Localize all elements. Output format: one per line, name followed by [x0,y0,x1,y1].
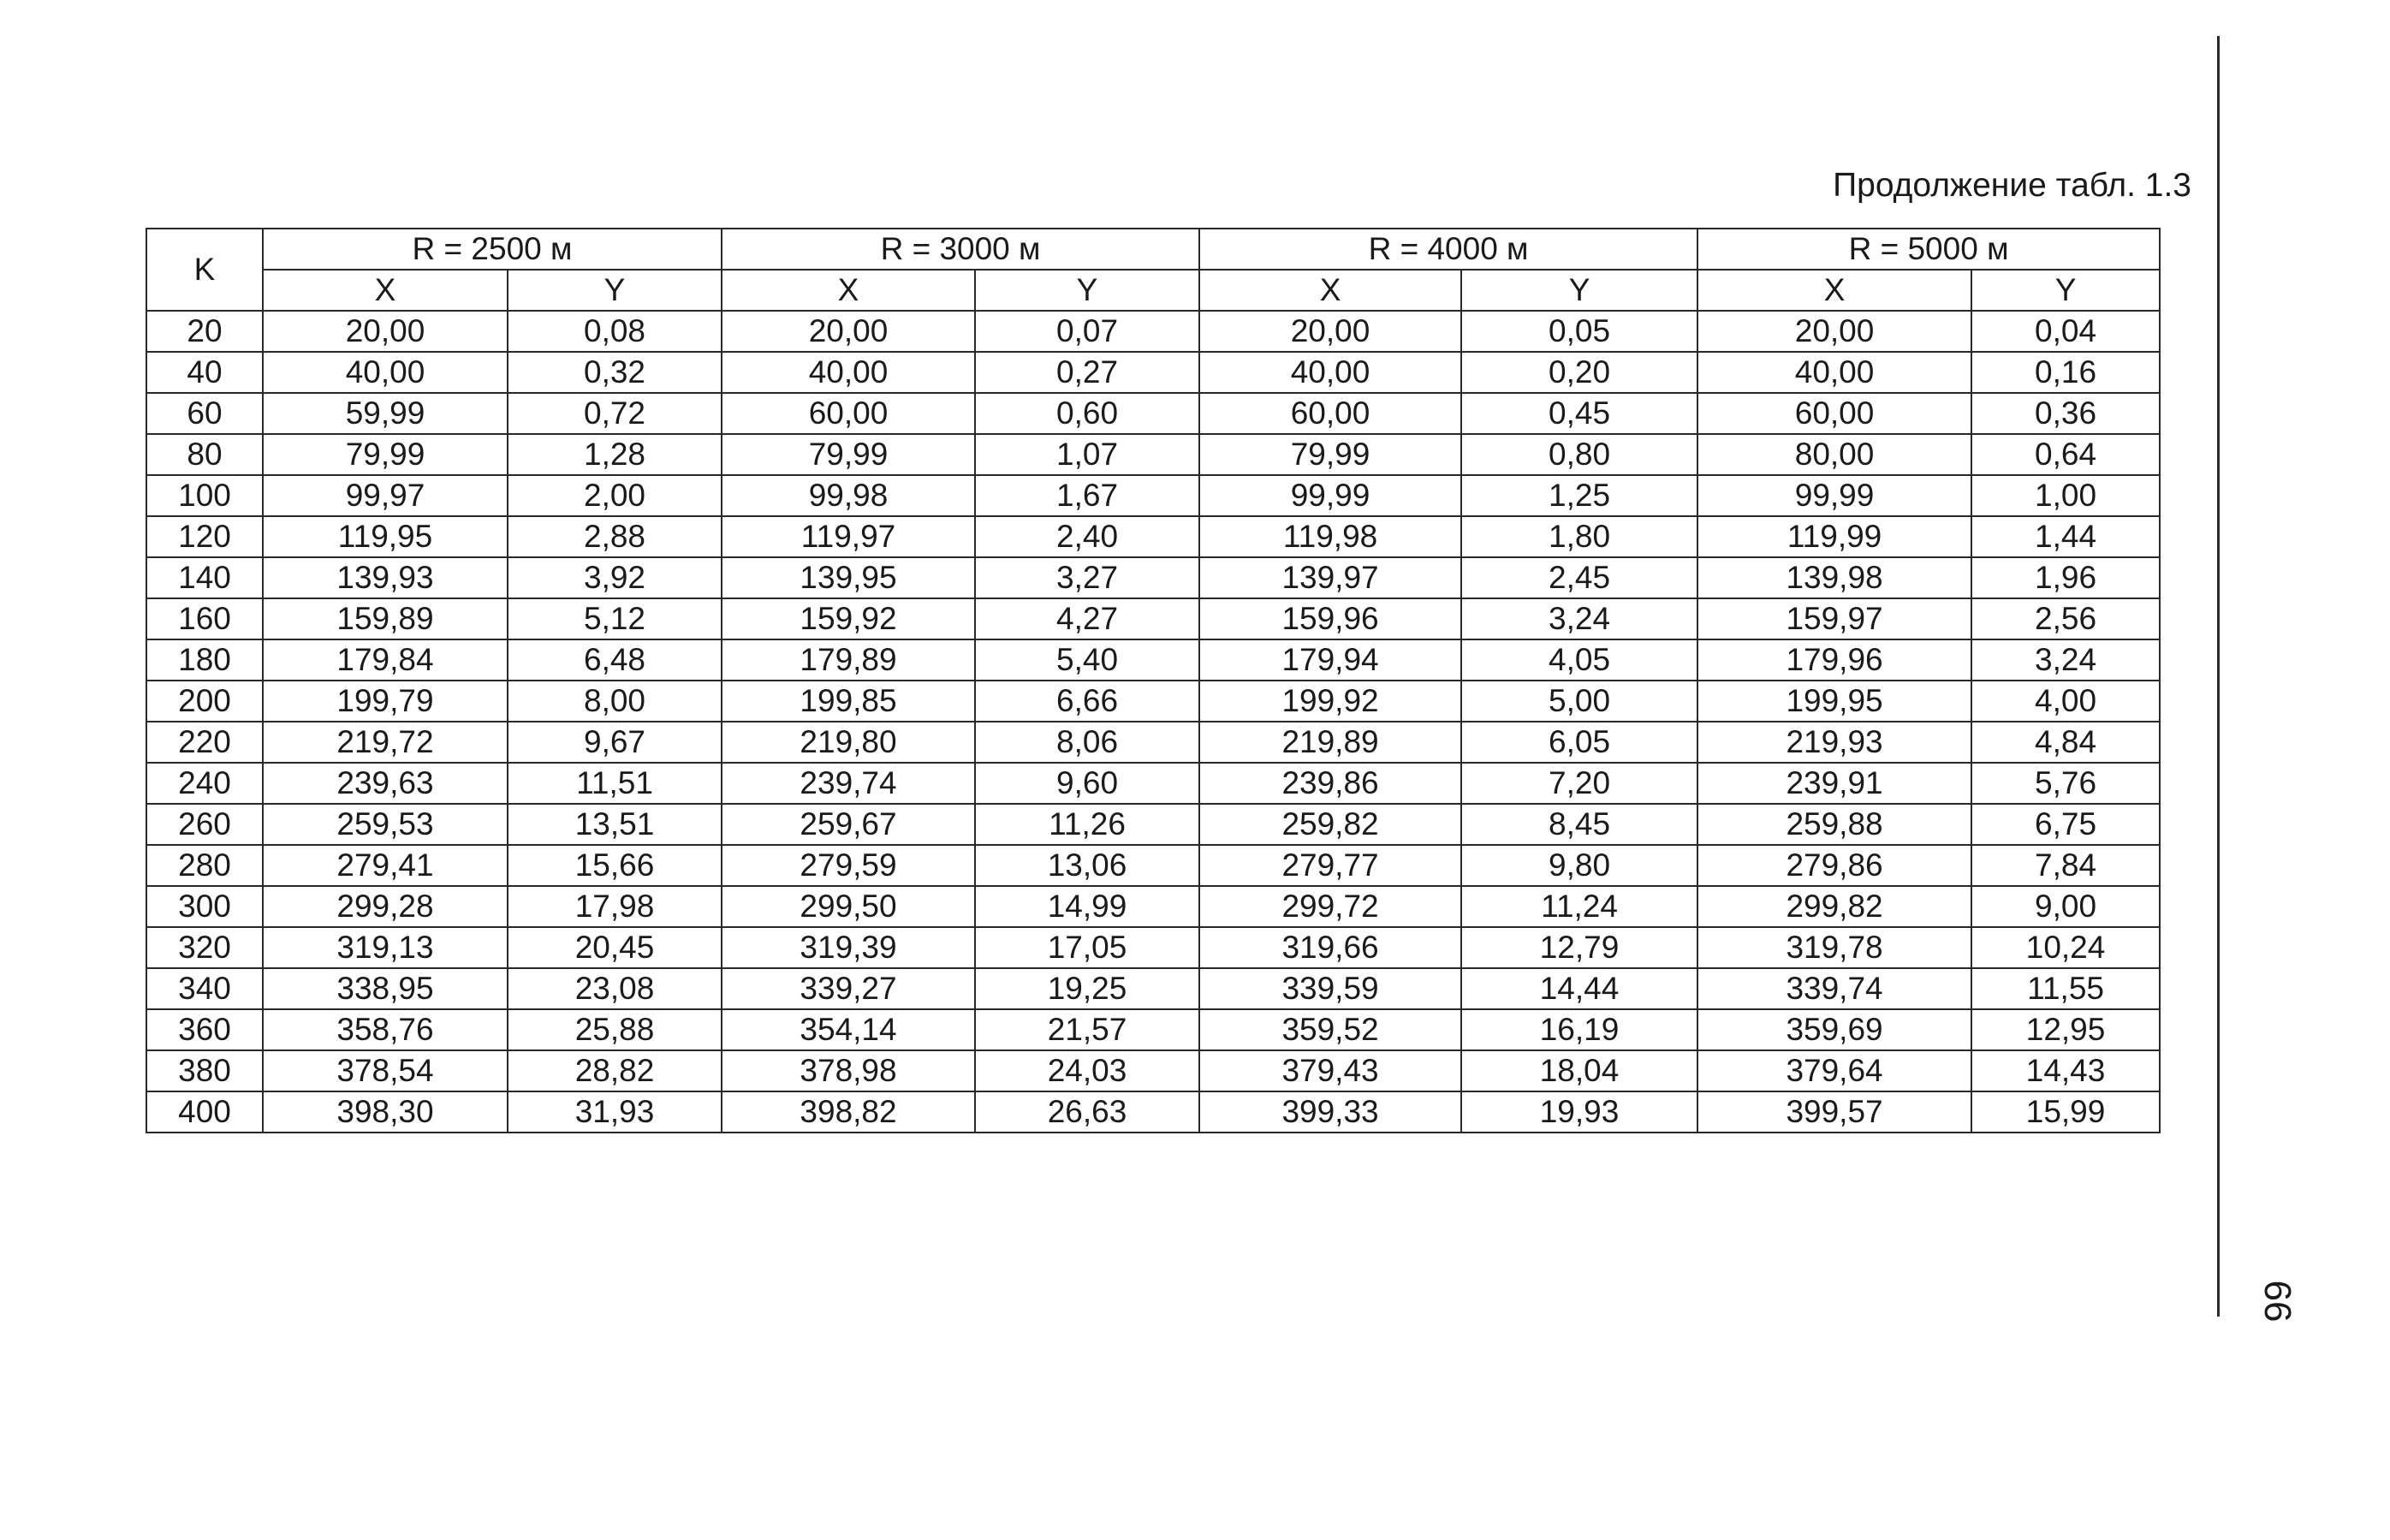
cell-x-4000: 99,99 [1199,475,1461,516]
cell-y-2500: 0,32 [508,352,722,393]
cell-k: 380 [146,1050,263,1091]
cell-y-5000: 12,95 [1971,1009,2160,1050]
cell-y-4000: 11,24 [1461,886,1697,927]
cell-x-4000: 259,82 [1199,804,1461,845]
cell-y-3000: 14,99 [975,886,1199,927]
cell-y-4000: 0,45 [1461,393,1697,434]
cell-y-4000: 9,80 [1461,845,1697,886]
cell-x-5000: 40,00 [1697,352,1971,393]
cell-y-5000: 6,75 [1971,804,2160,845]
table-row [146,1050,2160,1091]
cell-y-4000: 18,04 [1461,1050,1697,1091]
cell-y-4000: 0,80 [1461,434,1697,475]
cell-x-3000: 279,59 [722,845,975,886]
cell-x-3000: 378,98 [722,1050,975,1091]
cell-k: 300 [146,886,263,927]
cell-k: 20 [146,311,263,352]
cell-k: 120 [146,516,263,557]
cell-x-2500: 199,79 [263,681,508,722]
header-x-4000: X [1199,270,1461,311]
cell-x-3000: 20,00 [722,311,975,352]
cell-k: 160 [146,598,263,639]
cell-y-4000: 0,05 [1461,311,1697,352]
cell-y-5000: 15,99 [1971,1091,2160,1133]
cell-x-5000: 279,86 [1697,845,1971,886]
cell-x-4000: 179,94 [1199,639,1461,681]
cell-x-4000: 399,33 [1199,1091,1461,1133]
cell-x-4000: 239,86 [1199,763,1461,804]
cell-x-3000: 179,89 [722,639,975,681]
table-row [146,639,2160,681]
cell-x-3000: 159,92 [722,598,975,639]
cell-y-5000: 0,36 [1971,393,2160,434]
cell-y-3000: 6,66 [975,681,1199,722]
table-caption: Продолжение табл. 1.3 [1833,167,2191,204]
header-y-5000: Y [1971,270,2160,311]
cell-k: 360 [146,1009,263,1050]
cell-k: 260 [146,804,263,845]
cell-x-3000: 259,67 [722,804,975,845]
cell-x-3000: 219,80 [722,722,975,763]
cell-k: 100 [146,475,263,516]
cell-y-4000: 12,79 [1461,927,1697,968]
cell-y-2500: 31,93 [508,1091,722,1133]
table-row [146,845,2160,886]
cell-x-4000: 219,89 [1199,722,1461,763]
table-row [146,681,2160,722]
cell-x-3000: 60,00 [722,393,975,434]
cell-k: 280 [146,845,263,886]
table-header [146,229,2160,311]
cell-x-4000: 379,43 [1199,1050,1461,1091]
cell-y-2500: 9,67 [508,722,722,763]
table-row [146,968,2160,1009]
cell-y-4000: 7,20 [1461,763,1697,804]
cell-x-5000: 20,00 [1697,311,1971,352]
cell-x-2500: 219,72 [263,722,508,763]
cell-y-4000: 0,20 [1461,352,1697,393]
cell-x-2500: 338,95 [263,968,508,1009]
cell-x-4000: 79,99 [1199,434,1461,475]
cell-y-3000: 8,06 [975,722,1199,763]
cell-y-3000: 21,57 [975,1009,1199,1050]
cell-x-5000: 379,64 [1697,1050,1971,1091]
header-row-axes [146,270,2160,311]
cell-x-5000: 339,74 [1697,968,1971,1009]
cell-y-3000: 19,25 [975,968,1199,1009]
header-y-4000: Y [1461,270,1697,311]
header-radius-4000: R = 4000 м [1199,229,1697,270]
cell-y-2500: 0,72 [508,393,722,434]
cell-x-5000: 159,97 [1697,598,1971,639]
cell-y-2500: 5,12 [508,598,722,639]
cell-x-5000: 239,91 [1697,763,1971,804]
coordinates-table [146,228,2161,1133]
header-radius-2500: R = 2500 м [263,229,722,270]
header-y-2500: Y [508,270,722,311]
cell-x-5000: 299,82 [1697,886,1971,927]
cell-x-3000: 239,74 [722,763,975,804]
cell-y-5000: 0,64 [1971,434,2160,475]
header-radius-5000: R = 5000 м [1697,229,2160,270]
table-row [146,804,2160,845]
cell-y-4000: 6,05 [1461,722,1697,763]
cell-x-3000: 398,82 [722,1091,975,1133]
table-row [146,722,2160,763]
cell-y-2500: 0,08 [508,311,722,352]
header-y-3000: Y [975,270,1199,311]
cell-y-5000: 5,76 [1971,763,2160,804]
cell-x-5000: 119,99 [1697,516,1971,557]
cell-y-3000: 17,05 [975,927,1199,968]
cell-k: 400 [146,1091,263,1133]
cell-y-2500: 8,00 [508,681,722,722]
cell-y-5000: 0,04 [1971,311,2160,352]
cell-k: 40 [146,352,263,393]
cell-y-5000: 1,00 [1971,475,2160,516]
cell-y-2500: 3,92 [508,557,722,598]
cell-x-5000: 99,99 [1697,475,1971,516]
cell-x-2500: 59,99 [263,393,508,434]
cell-x-5000: 219,93 [1697,722,1971,763]
cell-x-2500: 119,95 [263,516,508,557]
table-row [146,434,2160,475]
cell-x-2500: 139,93 [263,557,508,598]
cell-x-2500: 259,53 [263,804,508,845]
cell-y-4000: 5,00 [1461,681,1697,722]
header-row-radius [146,229,2160,270]
cell-x-3000: 354,14 [722,1009,975,1050]
cell-y-5000: 14,43 [1971,1050,2160,1091]
cell-x-5000: 319,78 [1697,927,1971,968]
cell-x-3000: 119,97 [722,516,975,557]
cell-x-3000: 319,39 [722,927,975,968]
cell-y-3000: 1,67 [975,475,1199,516]
cell-y-2500: 6,48 [508,639,722,681]
cell-x-2500: 398,30 [263,1091,508,1133]
cell-y-5000: 11,55 [1971,968,2160,1009]
cell-x-3000: 199,85 [722,681,975,722]
cell-x-2500: 20,00 [263,311,508,352]
cell-x-2500: 159,89 [263,598,508,639]
header-x-5000: X [1697,270,1971,311]
cell-x-2500: 299,28 [263,886,508,927]
table-row [146,927,2160,968]
cell-y-3000: 0,60 [975,393,1199,434]
cell-k: 340 [146,968,263,1009]
cell-y-4000: 16,19 [1461,1009,1697,1050]
cell-y-3000: 3,27 [975,557,1199,598]
cell-y-5000: 3,24 [1971,639,2160,681]
cell-x-5000: 179,96 [1697,639,1971,681]
cell-y-5000: 1,44 [1971,516,2160,557]
header-radius-3000: R = 3000 м [722,229,1199,270]
page-number: 66 [2256,1280,2298,1323]
cell-x-3000: 299,50 [722,886,975,927]
cell-y-4000: 3,24 [1461,598,1697,639]
cell-x-2500: 279,41 [263,845,508,886]
cell-x-4000: 139,97 [1199,557,1461,598]
cell-x-3000: 40,00 [722,352,975,393]
cell-y-2500: 15,66 [508,845,722,886]
cell-x-4000: 299,72 [1199,886,1461,927]
cell-y-3000: 24,03 [975,1050,1199,1091]
cell-x-3000: 79,99 [722,434,975,475]
cell-x-4000: 40,00 [1199,352,1461,393]
table-body [146,311,2160,1133]
cell-x-5000: 60,00 [1697,393,1971,434]
cell-x-2500: 319,13 [263,927,508,968]
cell-x-4000: 20,00 [1199,311,1461,352]
cell-x-5000: 80,00 [1697,434,1971,475]
cell-k: 200 [146,681,263,722]
cell-y-3000: 1,07 [975,434,1199,475]
cell-x-4000: 119,98 [1199,516,1461,557]
cell-k: 320 [146,927,263,968]
cell-y-5000: 9,00 [1971,886,2160,927]
cell-y-5000: 0,16 [1971,352,2160,393]
cell-y-4000: 4,05 [1461,639,1697,681]
cell-x-2500: 99,97 [263,475,508,516]
cell-y-3000: 4,27 [975,598,1199,639]
cell-x-5000: 139,98 [1697,557,1971,598]
cell-k: 140 [146,557,263,598]
cell-y-4000: 19,93 [1461,1091,1697,1133]
cell-x-4000: 199,92 [1199,681,1461,722]
cell-y-4000: 14,44 [1461,968,1697,1009]
cell-x-4000: 339,59 [1199,968,1461,1009]
cell-x-5000: 199,95 [1697,681,1971,722]
cell-x-4000: 279,77 [1199,845,1461,886]
table-row [146,598,2160,639]
cell-y-2500: 17,98 [508,886,722,927]
cell-x-2500: 40,00 [263,352,508,393]
cell-y-4000: 1,80 [1461,516,1697,557]
cell-x-3000: 139,95 [722,557,975,598]
cell-k: 80 [146,434,263,475]
table-row [146,393,2160,434]
page-margin-rule [2217,36,2220,1317]
cell-x-3000: 339,27 [722,968,975,1009]
header-x-2500: X [263,270,508,311]
cell-x-2500: 179,84 [263,639,508,681]
cell-y-3000: 2,40 [975,516,1199,557]
cell-y-2500: 25,88 [508,1009,722,1050]
cell-k: 240 [146,763,263,804]
cell-k: 180 [146,639,263,681]
cell-y-5000: 10,24 [1971,927,2160,968]
table-row [146,352,2160,393]
cell-y-4000: 2,45 [1461,557,1697,598]
cell-y-5000: 1,96 [1971,557,2160,598]
cell-y-2500: 2,00 [508,475,722,516]
cell-y-3000: 13,06 [975,845,1199,886]
table-row [146,886,2160,927]
cell-x-5000: 359,69 [1697,1009,1971,1050]
cell-x-5000: 399,57 [1697,1091,1971,1133]
cell-x-2500: 239,63 [263,763,508,804]
cell-x-4000: 60,00 [1199,393,1461,434]
cell-y-4000: 1,25 [1461,475,1697,516]
cell-x-4000: 159,96 [1199,598,1461,639]
cell-x-2500: 358,76 [263,1009,508,1050]
cell-y-3000: 11,26 [975,804,1199,845]
cell-y-3000: 9,60 [975,763,1199,804]
table-row [146,1009,2160,1050]
table-row [146,1091,2160,1133]
cell-y-2500: 2,88 [508,516,722,557]
cell-y-2500: 13,51 [508,804,722,845]
header-k: K [146,229,263,311]
header-x-3000: X [722,270,975,311]
table-row [146,475,2160,516]
cell-y-3000: 5,40 [975,639,1199,681]
cell-x-2500: 79,99 [263,434,508,475]
cell-x-4000: 319,66 [1199,927,1461,968]
cell-y-2500: 28,82 [508,1050,722,1091]
cell-x-5000: 259,88 [1697,804,1971,845]
cell-y-3000: 0,27 [975,352,1199,393]
cell-y-2500: 1,28 [508,434,722,475]
cell-k: 220 [146,722,263,763]
table-row [146,311,2160,352]
cell-y-2500: 11,51 [508,763,722,804]
cell-y-2500: 23,08 [508,968,722,1009]
table-row [146,557,2160,598]
cell-x-4000: 359,52 [1199,1009,1461,1050]
cell-y-5000: 4,00 [1971,681,2160,722]
cell-x-3000: 99,98 [722,475,975,516]
cell-y-5000: 2,56 [1971,598,2160,639]
cell-y-4000: 8,45 [1461,804,1697,845]
cell-y-2500: 20,45 [508,927,722,968]
cell-y-3000: 26,63 [975,1091,1199,1133]
cell-y-5000: 7,84 [1971,845,2160,886]
table-row [146,763,2160,804]
cell-y-5000: 4,84 [1971,722,2160,763]
table-row [146,516,2160,557]
cell-y-3000: 0,07 [975,311,1199,352]
cell-x-2500: 378,54 [263,1050,508,1091]
cell-k: 60 [146,393,263,434]
